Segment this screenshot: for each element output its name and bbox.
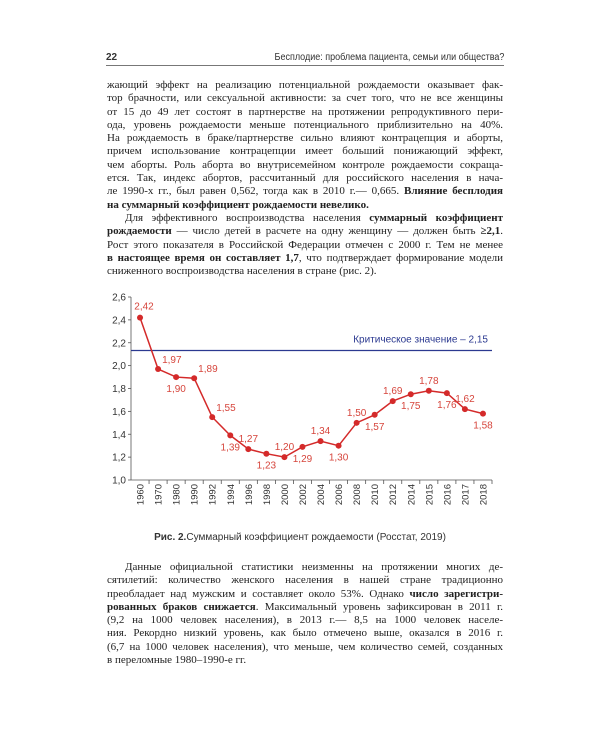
data-point	[462, 406, 468, 412]
data-point	[191, 375, 197, 381]
running-title: Бесплодие: проблема пациента, семьи или общества?	[274, 52, 504, 63]
bold-text: в настоящее время он составляет 1,7	[107, 251, 299, 264]
data-label: 1,90	[166, 384, 186, 396]
paragraph-1	[107, 79, 503, 212]
x-tick-label: 2000	[279, 484, 291, 506]
data-point	[299, 444, 305, 450]
bold-text: число зарегистри-	[409, 587, 503, 600]
text-line	[107, 614, 503, 627]
text-line	[107, 641, 503, 654]
text-run: жающий эффект на реализацию потенциальной рождаемости оказывает фак-	[107, 79, 503, 91]
text-line	[107, 106, 503, 119]
text-line	[107, 145, 503, 158]
data-point	[444, 390, 450, 396]
data-label: 1,58	[473, 420, 493, 432]
header-rule	[106, 65, 504, 66]
text-line	[107, 92, 503, 105]
x-tick-label: 2015	[424, 484, 436, 506]
y-tick-label: 1,2	[112, 452, 126, 464]
x-tick-label: 2010	[370, 484, 382, 506]
x-tick-label: 1980	[171, 484, 183, 506]
data-point	[155, 366, 161, 372]
text-line	[107, 225, 503, 238]
text-run: сятилетий: количество женского населения в нашей стране традиционно	[107, 574, 503, 587]
y-tick-label: 1,0	[112, 475, 126, 487]
text-line	[107, 574, 503, 587]
figure-caption	[0, 532, 600, 543]
text-line	[107, 654, 503, 667]
x-tick-label: 2012	[388, 484, 400, 506]
figure-label: Рис. 2.	[154, 532, 187, 543]
x-tick-label: 2002	[297, 484, 309, 506]
bold-text: Влияние бесплодия	[403, 185, 503, 198]
data-point	[354, 420, 360, 426]
text-line	[107, 119, 503, 132]
data-label: 1,55	[216, 403, 236, 415]
data-label: 1,20	[274, 442, 295, 454]
bold-text: на суммарный коэффициент рождаемости невелико.	[107, 198, 369, 211]
x-tick-label: 2008	[352, 484, 364, 506]
x-tick-label: 1960	[135, 484, 147, 506]
x-tick-label: 2018	[478, 484, 490, 506]
text-run: чем аборты. Роль аборта во внутрисемейном контроле рождаемости сокраща-	[107, 158, 503, 171]
data-point	[245, 446, 251, 452]
text-run: причем использование контрацепции имеет больший понижающий эффект,	[107, 145, 503, 158]
text-run: тор брачности, или сексуальной активности: за счет того, что не все женщины	[107, 92, 503, 105]
data-point	[263, 451, 269, 457]
text-run: ется. Так, индекс абортов, рассчитанный для российского населения в нача-	[107, 172, 503, 185]
y-tick-label: 1,4	[112, 429, 126, 441]
y-tick-label: 1,6	[112, 406, 126, 418]
paragraph-2	[107, 212, 503, 278]
text-run: преобладает над мужским и составляет около 53%. Однако	[107, 587, 410, 600]
text-run: (9,2 на 1000 человек населения), в 2013 г.— 8,5 на 1000 человек населе-	[107, 614, 503, 627]
data-label: 1,27	[238, 434, 259, 446]
bold-text: суммарный коэффициент	[369, 212, 503, 224]
text-line	[107, 172, 503, 185]
page-number: 22	[106, 52, 118, 63]
text-line	[107, 265, 503, 278]
paragraph-3	[107, 561, 503, 667]
data-label: 1,23	[256, 460, 277, 472]
x-tick-label: 1998	[261, 484, 273, 506]
text-line	[107, 627, 503, 640]
text-line	[107, 588, 503, 601]
data-point	[173, 374, 179, 380]
text-run: , что подтверждает формирование модели	[298, 251, 503, 264]
text-run: . Максимальный уровень зафиксирован в 2011 г.	[255, 600, 503, 613]
text-line	[107, 132, 503, 145]
x-tick-label: 1970	[153, 484, 165, 506]
text-line	[107, 79, 503, 92]
data-label: 1,29	[292, 453, 313, 465]
data-label: 1,34	[310, 426, 331, 438]
x-tick-label: 2006	[334, 484, 346, 506]
text-line	[107, 199, 503, 212]
text-line	[107, 561, 503, 574]
text-run: .	[500, 225, 503, 238]
bold-text: ≥2,1	[480, 225, 501, 238]
text-line	[107, 252, 503, 265]
x-tick-label: 2014	[406, 484, 418, 506]
data-label: 1,39	[220, 442, 241, 454]
data-label: 1,97	[162, 355, 182, 367]
y-tick-label: 1,8	[112, 384, 126, 395]
x-tick-label: 2016	[442, 484, 454, 506]
y-tick-label: 2,6	[112, 292, 126, 304]
x-tick-label: 2017	[460, 484, 472, 506]
text-run: Данные официальной статистики неизменны на протяжении многих де-	[125, 561, 503, 573]
data-point	[480, 411, 486, 417]
text-run: На рождаемость в браке/партнерстве сильно влияют контрацепция и аборты,	[107, 132, 503, 145]
data-point	[372, 412, 378, 418]
data-point	[336, 443, 342, 449]
data-label: 2,42	[134, 301, 154, 313]
data-point	[137, 315, 143, 321]
data-label: 1,78	[419, 375, 439, 387]
text-run: от 15 до 49 лет состоят в партнерстве на протяжении репродуктивного пери-	[107, 105, 503, 118]
text-run: сниженного воспроизводства населения в стране (рис. 2).	[107, 265, 377, 278]
text-line	[107, 601, 503, 614]
data-point	[426, 388, 432, 394]
data-label: 1,89	[198, 364, 218, 376]
data-point	[281, 454, 287, 460]
text-run: ода, уровень рождаемости меньше потенциального приблизительно на 40%.	[107, 118, 503, 131]
text-run: ния. Рекордно низкий уровень, как было отмечено выше, оказался в 2016 г.	[107, 627, 503, 640]
text-line	[107, 159, 503, 172]
text-line	[107, 212, 503, 225]
data-point	[390, 398, 396, 404]
figure-caption-text: Суммарный коэффициент рождаемости (Росстат, 2019)	[186, 532, 446, 543]
bold-text: рождаемости	[107, 225, 172, 238]
y-tick-label: 2,2	[112, 338, 126, 350]
x-tick-label: 2004	[316, 484, 328, 506]
text-line	[107, 239, 503, 252]
text-run: — число детей в расчете на одну женщину — должен быть	[171, 225, 481, 238]
text-run: в переломные 1980–1990-е гг.	[107, 654, 247, 667]
x-tick-label: 1992	[207, 484, 219, 506]
x-tick-label: 1994	[225, 484, 237, 506]
data-point	[408, 391, 414, 397]
bold-text: рованных браков снижается	[107, 600, 256, 613]
page-header	[106, 52, 504, 65]
data-label: 1,57	[364, 421, 385, 433]
y-tick-label: 2,0	[112, 361, 126, 373]
data-label: 1,50	[346, 407, 367, 419]
text-run: (6,7 на 1000 человек населения), что меньше, чем количество семей, созданных	[107, 640, 503, 653]
critical-value-label: Критическое значение – 2,15	[353, 334, 488, 346]
data-point	[318, 438, 324, 444]
data-label: 1,69	[382, 386, 403, 398]
data-point	[227, 432, 233, 438]
fertility-chart	[0, 285, 600, 530]
data-label: 1,75	[401, 401, 421, 413]
text-run: Рост этого показателя в Российской Федерации отмечен с 2000 г. Тем не менее	[107, 238, 503, 251]
data-point	[209, 414, 215, 420]
x-tick-label: 1990	[189, 484, 201, 506]
y-tick-label: 2,4	[112, 315, 126, 327]
x-tick-label: 1996	[243, 484, 255, 506]
data-label: 1,62	[455, 394, 475, 406]
data-label: 1,76	[437, 400, 457, 412]
data-label: 1,30	[328, 452, 349, 464]
text-run: ле 1990-х гг., был равен 0,562, тогда как в 2010 г.— 0,665.	[107, 185, 404, 198]
text-run: Для эффективного воспроизводства населения	[125, 212, 370, 224]
text-line	[107, 185, 503, 198]
